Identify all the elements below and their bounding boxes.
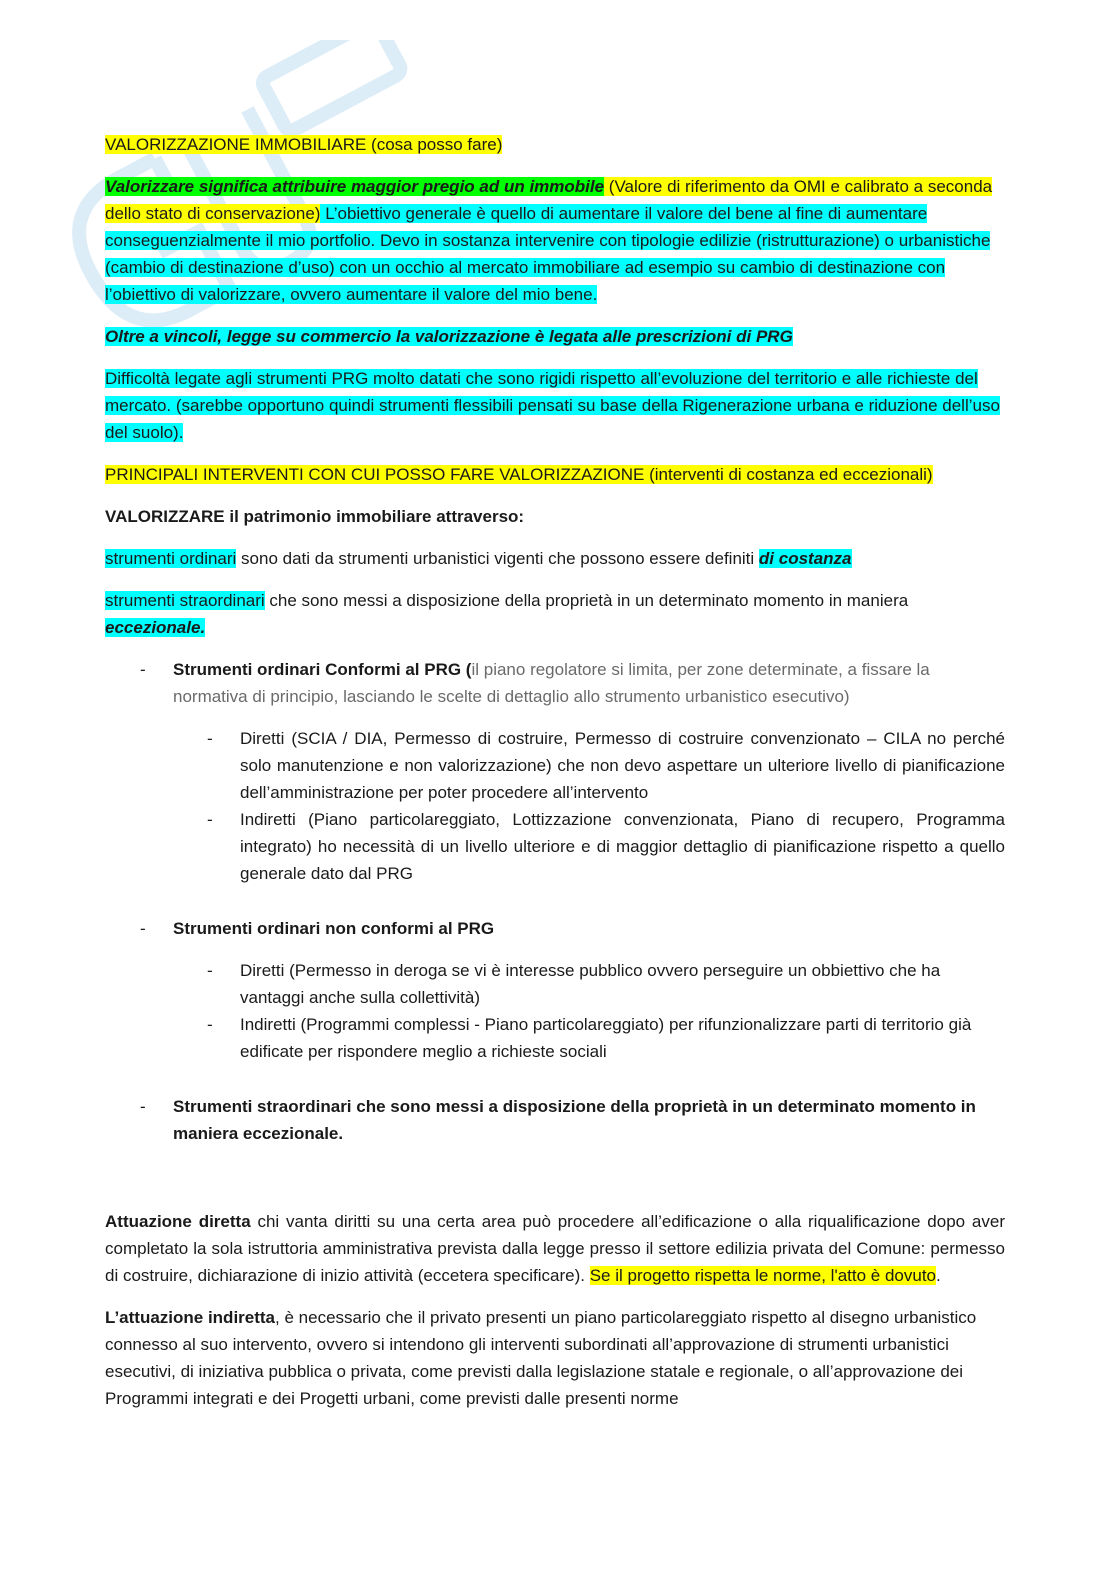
list-item-straordinari: - Strumenti straordinari che sono messi a disposizione della proprietà in un determinato momento in maniera eccezionale. [140,1097,976,1143]
list-item-non-conformi: - Strumenti ordinari non conformi al PRG [140,919,495,938]
list-item-non-conformi-diretti: - Diretti (Permesso in deroga se vi è interesse pubblico ovvero perseguire un obbiettivo che ha vantaggi anche sulla collettività) [207,961,941,1007]
list-item-conformi: - Strumenti ordinari Conformi al PRG (il piano regolatore si limita, per zone determinate, a fissare la normativa di principio, lasciando le scelte di dettaglio allo strumento urbanistico esecutivo) [140,660,930,706]
heading-valorizzazione: VALORIZZAZIONE IMMOBILIARE (cosa posso fare) [105,135,503,154]
list-item-non-conformi-indiretti: - Indiretti (Programmi complessi - Piano particolareggiato) per rifunzionalizzare parti di territorio già edificate per rispondere meglio a richieste sociali [207,1015,972,1061]
definition-yellow: (Valore di riferimento da OMI e calibrato a seconda dello stato di conservazione) [105,177,993,223]
paragraph-strumenti-ordinari: strumenti ordinari sono dati da strumenti urbanistici vigenti che possono essere definiti di costanza [105,549,852,568]
paragraph-definition [105,173,1005,308]
definition-cyan: L’obiettivo generale è quello di aumentare il valore del bene al fine di aumentare conseguenzialmente il mio portfolio. Devo in sostanza intervenire con tipologie edilizie (ristrutturazione) o urbanistiche (cambio di destinazione d’uso) con un occhio al mercato immobiliare ad esempio su cambio di destinazione con l’obiettivo di valorizzare, ovvero aumentare il valore del mio bene. [105,204,991,304]
paragraph-difficolta: Difficoltà legate agli strumenti PRG molto datati che sono rigidi rispetto all’evoluzione del territorio e alle richieste del mercato. (sarebbe opportuno quindi strumenti flessibili pensati su base della Rigenerazione urbana e riduzione dell’uso del suolo). [105,369,1000,442]
document-page [105,131,1005,1427]
heading-valorizzare: VALORIZZARE il patrimonio immobiliare attraverso: [105,507,525,526]
paragraph-strumenti-straordinari: strumenti straordinari che sono messi a disposizione della proprietà in un determinato momento in maniera eccezionale. [105,591,909,637]
list-item-conformi-indiretti: - Indiretti (Piano particolareggiato, Lottizzazione convenzionata, Piano di recupero, Programma integrato) ho necessità di un livello ulteriore e di maggior dettaglio di pianificazione rispetto a quello generale dato dal PRG [207,810,1005,883]
paragraph-attuazione-diretta: Attuazione diretta chi vanta diritti su una certa area può procedere all’edificazione o alla riqualificazione dopo aver completato la sola istruttoria amministrativa prevista dalla legge presso il settore edilizia privata del Comune: permesso di costruire, dichiarazione di inizio attività (eccetera specificare). Se il progetto rispetta le norme, l'atto è dovuto. [105,1212,1005,1285]
list-item-conformi-diretti: - Diretti (SCIA / DIA, Permesso di costruire, Permesso di costruire convenzionato – CILA no perché solo manutenzione e non valorizzazione) che non devo aspettare un ulteriore livello di pianificazione dell’amministrazione per poter procedere all’intervento [207,729,1005,802]
heading-interventi: PRINCIPALI INTERVENTI CON CUI POSSO FARE VALORIZZAZIONE (interventi di costanza ed eccezionali) [105,465,933,484]
paragraph-attuazione-indiretta: L’attuazione indiretta, è necessario che il privato presenti un piano particolareggiato rispetto al disegno urbanistico connesso al suo intervento, ovvero si intendono gli interventi subordinati all’approvazione di strumenti urbanistici esecutivi, di iniziativa pubblica o privata, come previsti dalla legislazione statale e regionale, o all’approvazione dei Programmi integrati e dei Progetti urbani, come previsti dalle presenti norme [105,1308,977,1408]
paragraph-prg-vincoli: Oltre a vincoli, legge su commercio la valorizzazione è legata alle prescrizioni di PRG [105,327,793,346]
definition-lead: Valorizzare significa attribuire maggior pregio ad un immobile [105,177,605,196]
